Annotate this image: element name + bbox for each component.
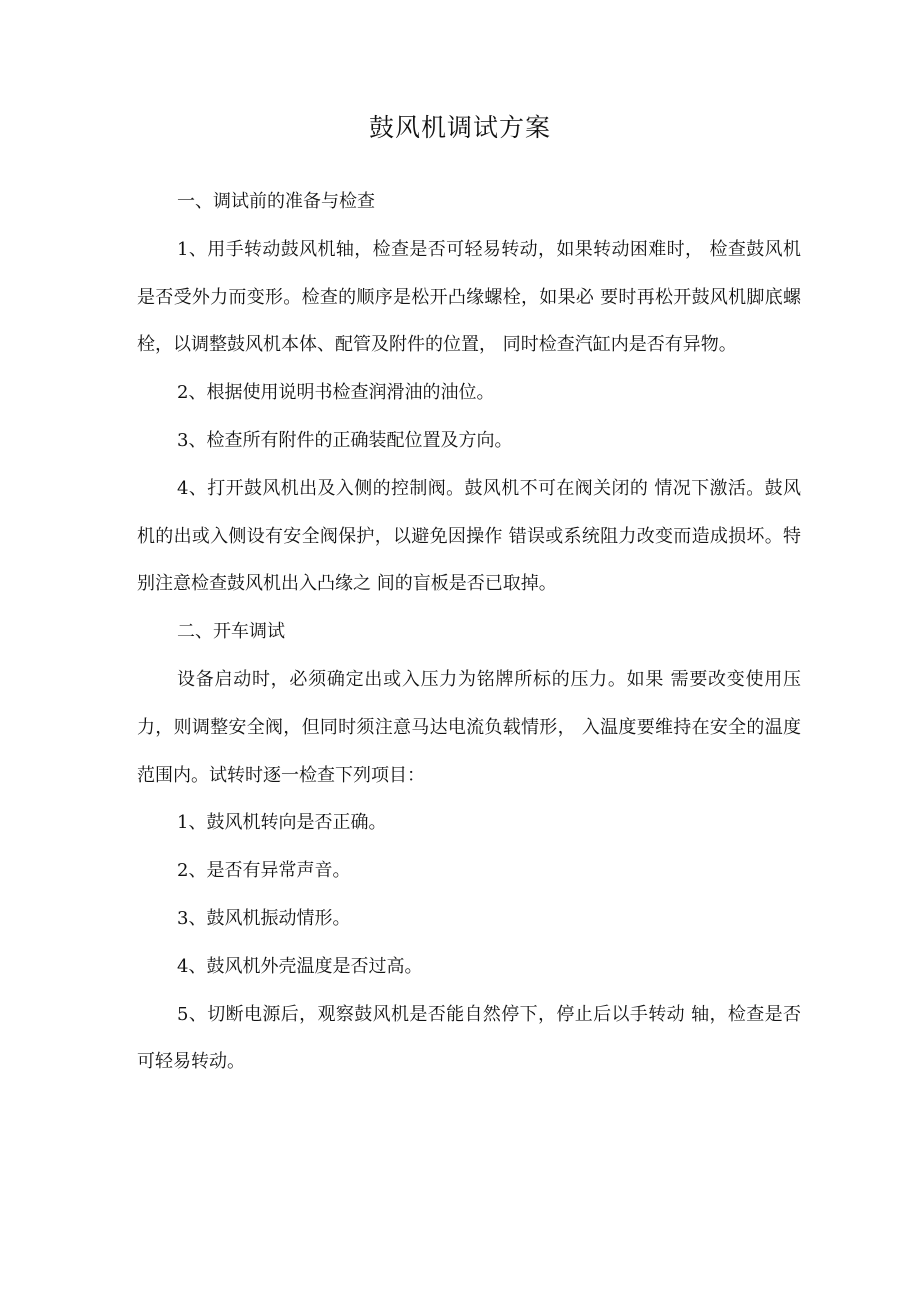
paragraph-startup-pressure: 设备启动时，必须确定出或入压力为铭牌所标的压力。如果 需要改变使用压力，则调整安全阀，但同时须注意马达电流负载情形， 入温度要维持在安全的温度范围内。试转时逐一检查下列项目： (137, 668, 801, 786)
check-item-1-direction: 1、鼓风机转向是否正确。 (177, 812, 387, 834)
page-title: 鼓风机调试方案 (368, 113, 551, 142)
check-item-3-vibration: 3、鼓风机振动情形。 (177, 907, 351, 929)
paragraph-item-4-control-valves: 4、打开鼓风机出及入侧的控制阀。鼓风机不可在阀关闭的 情况下激活。鼓风机的出或入侧设有安全阀保护，以避免因操作 错误或系统阻力改变而造成损坏。特别注意检查鼓风机出入凸缘之 间的盲板是否已取掉。 (137, 477, 801, 595)
check-item-5-power-off: 5、切断电源后，观察鼓风机是否能自然停下，停止后以手转动 轴，检查是否可轻易转动。 (137, 1003, 801, 1073)
paragraph-item-1-rotate-shaft: 1、用手转动鼓风机轴，检查是否可轻易转动，如果转动困难时， 检查鼓风机是否受外力而变形。检查的顺序是松开凸缘螺栓，如果必 要时再松开鼓风机脚底螺栓，以调整鼓风机本体、配管及附件的位置， 同时检查汽缸内是否有异物。 (137, 238, 801, 356)
section-heading-preparation: 一、调试前的准备与检查 (177, 191, 375, 212)
section-heading-startup: 二、开车调试 (177, 621, 285, 643)
check-item-2-noise: 2、是否有异常声音。 (177, 860, 351, 882)
paragraph-item-3-accessories: 3、检查所有附件的正确装配位置及方向。 (177, 429, 513, 451)
document-body (137, 178, 801, 1086)
paragraph-item-2-oil-level: 2、根据使用说明书检查润滑油的油位。 (177, 382, 495, 404)
check-item-4-casing-temperature: 4、鼓风机外壳温度是否过高。 (177, 955, 423, 977)
